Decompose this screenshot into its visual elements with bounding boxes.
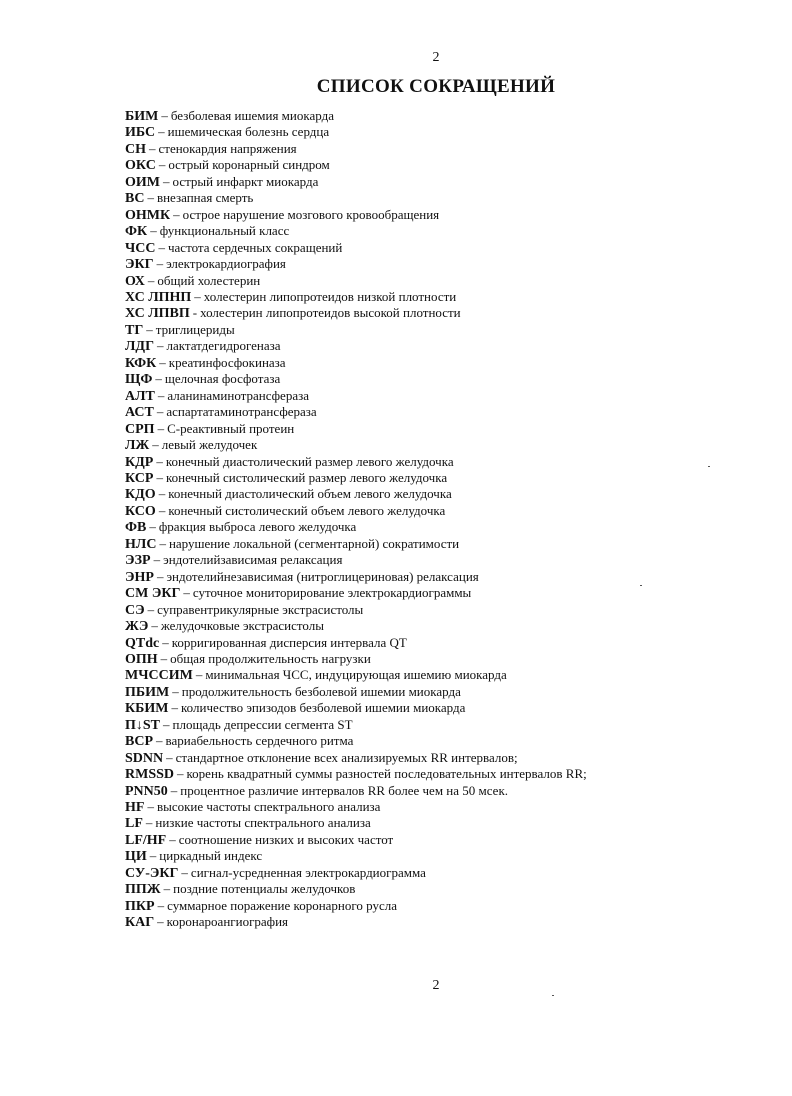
abbreviation-entry [125,700,587,716]
abbreviation-separator: – [157,420,165,436]
abbreviation-term: ЦИ [125,849,147,865]
abbreviation-definition: острое нарушение мозгового кровообращения [182,206,440,222]
abbreviation-definition: функциональный класс [159,223,290,239]
abbreviation-separator: – [155,371,162,387]
abbreviation-entry [125,717,587,733]
abbreviation-entry [125,421,587,437]
abbreviation-separator: – [158,157,166,173]
abbreviation-entry [125,848,587,864]
abbreviation-term: ЧСС [125,240,156,256]
abbreviation-entry [125,240,587,256]
abbreviation-entry [125,815,587,831]
abbreviation-entry [125,273,587,289]
abbreviation-entry [125,733,587,749]
abbreviation-definition: циркадный индекс [159,848,263,864]
abbreviation-term: ХС ЛПНП [125,289,192,305]
abbreviation-definition: продолжительность безболевой ишемии миокарда [181,683,461,699]
abbreviation-term: НЛС [125,536,157,552]
abbreviation-term: ВСР [125,734,153,750]
abbreviation-separator: – [151,618,158,634]
scan-speck [640,585,642,586]
abbreviation-definition: С-реактивный протеин [167,420,295,436]
abbreviation-entry [125,766,587,782]
abbreviation-separator: - [192,305,198,321]
abbreviation-definition: минимальная ЧСС, индуцирующая ишемию миокарда [205,667,507,683]
abbreviation-entry [125,832,587,848]
abbreviation-separator: – [147,799,154,815]
abbreviation-separator: – [153,552,161,568]
abbreviation-separator: – [145,815,153,831]
abbreviation-separator: – [166,749,173,765]
abbreviation-separator: – [162,634,169,650]
page-number-bottom: 2 [432,978,440,993]
abbreviation-term: HF [125,800,145,816]
abbreviation-entry [125,865,587,881]
abbreviation-separator: – [158,124,165,140]
abbreviation-definition: креатинфосфокиназа [168,354,286,370]
abbreviation-definition: конечный диастолический размер левого желудочка [165,453,454,469]
abbreviation-separator: – [194,288,201,304]
abbreviation-definition: корень квадратный суммы разностей последовательных интервалов RR; [186,766,587,782]
abbreviation-separator: – [163,173,170,189]
abbreviation-definition: конечный диастолический объем левого желудочка [168,486,452,502]
abbreviation-definition: сигнал-усредненная электрокардиограмма [190,864,426,880]
abbreviation-entry [125,486,587,502]
abbreviation-entry [125,289,587,305]
abbreviation-separator: – [195,667,203,683]
abbreviation-term: ЛДГ [125,339,154,355]
abbreviation-separator: – [147,272,155,288]
abbreviation-definition: суточное мониторирование электрокардиограммы [192,585,472,601]
abbreviation-separator: – [158,502,166,518]
abbreviation-entry [125,914,587,930]
abbreviation-term: ВС [125,191,145,207]
page-number-top: 2 [432,50,440,65]
abbreviation-definition: площадь депрессии сегмента ST [172,716,353,732]
abbreviation-separator: – [156,568,164,584]
abbreviation-term: СН [125,141,146,157]
abbreviation-entry [125,190,587,206]
abbreviation-term: КАГ [125,915,155,931]
abbreviation-term: ОИМ [125,174,160,190]
abbreviation-term: СМ ЭКГ [125,586,181,602]
abbreviation-term: ЭНР [125,569,154,585]
abbreviation-separator: – [177,766,184,782]
abbreviation-separator: – [170,782,178,798]
abbreviation-definition: безболевая ишемия миокарда [170,108,334,123]
abbreviation-definition: общая продолжительность нагрузки [170,650,371,666]
abbreviation-separator: – [157,914,164,930]
abbreviation-definition: фракция выброса левого желудочка [158,519,357,535]
abbreviation-separator: – [156,404,164,420]
abbreviation-entry [125,799,587,815]
abbreviation-definition: конечный систолический объем левого желудочка [168,502,446,518]
abbreviation-entry [125,174,587,190]
scan-speck [552,995,554,996]
abbreviation-term: АЛТ [125,388,155,404]
abbreviation-term: ЩФ [125,372,153,388]
abbreviation-definition: коронароангиография [166,914,289,930]
abbreviation-entry [125,256,587,272]
abbreviation-definition: низкие частоты спектрального анализа [155,815,371,831]
abbreviation-entry [125,108,587,124]
abbreviation-separator: – [152,437,159,453]
abbreviation-term: КСО [125,503,156,519]
abbreviation-list [125,108,587,931]
abbreviation-entry [125,585,587,601]
abbreviation-definition: ишемическая болезнь сердца [167,124,330,140]
abbreviation-entry [125,470,587,486]
abbreviation-entry [125,750,587,766]
abbreviation-separator: – [149,519,156,535]
abbreviation-definition: стандартное отклонение всех анализируемых RR интервалов; [175,749,518,765]
abbreviation-definition: корригированная дисперсия интервала QT [171,634,407,650]
abbreviation-definition: стенокардия напряжения [158,140,297,156]
abbreviation-separator: – [146,321,153,337]
abbreviation-term: ОКС [125,158,156,174]
abbreviation-entry [125,338,587,354]
abbreviation-term: МЧССИМ [125,668,193,684]
abbreviation-term: СЭ [125,602,145,618]
abbreviation-separator: – [161,108,168,123]
abbreviation-definition: левый желудочек [161,437,258,453]
abbreviation-term: ПБИМ [125,684,170,700]
abbreviation-separator: – [149,140,156,156]
abbreviation-term: КДР [125,454,154,470]
abbreviation-definition: эндотелийнезависимая (нитроглицериновая) релаксация [166,568,479,584]
abbreviation-entry [125,223,587,239]
abbreviation-term: КДО [125,487,156,503]
abbreviation-entry [125,783,587,799]
abbreviation-term: АСТ [125,405,154,421]
abbreviation-term: ОХ [125,273,145,289]
abbreviation-entry [125,684,587,700]
abbreviation-definition: щелочная фосфотаза [164,371,281,387]
abbreviation-definition: внезапная смерть [156,190,254,206]
abbreviation-term: ИБС [125,125,156,141]
abbreviation-entry [125,454,587,470]
abbreviation-term: ППЖ [125,882,161,898]
abbreviation-entry [125,322,587,338]
abbreviation-definition: количество эпизодов безболевой ишемии миокарда [181,700,466,716]
abbreviation-term: PNN50 [125,783,168,799]
abbreviation-term: ПКР [125,898,155,914]
abbreviation-separator: – [183,585,190,601]
abbreviation-entry [125,503,587,519]
abbreviation-separator: – [156,338,164,354]
abbreviation-term: КСР [125,470,154,486]
abbreviation-definition: суправентрикулярные экстрасистолы [157,601,364,617]
abbreviation-entry [125,388,587,404]
abbreviation-definition: аспартатаминотрансфераза [166,404,317,420]
abbreviation-entry [125,404,587,420]
abbreviation-entry [125,124,587,140]
abbreviation-term: БИМ [125,109,159,124]
abbreviation-term: ЖЭ [125,619,149,635]
abbreviation-definition: аланинаминотрансфераза [167,387,310,403]
abbreviation-separator: – [169,831,176,847]
abbreviation-entry [125,602,587,618]
abbreviation-separator: – [163,881,171,897]
abbreviation-entry [125,355,587,371]
abbreviation-separator: – [158,486,166,502]
abbreviation-entry [125,207,587,223]
abbreviation-definition: триглицериды [155,321,235,337]
abbreviation-term: ОНМК [125,207,171,223]
abbreviation-term: СРП [125,421,155,437]
abbreviation-separator: – [158,239,165,255]
abbreviation-definition: эндотелийзависимая релаксация [163,552,343,568]
abbreviation-definition: частота сердечных сокращений [168,239,343,255]
abbreviation-term: ЭКГ [125,257,154,273]
abbreviation-separator: – [163,716,170,732]
abbreviation-term: П↓ST [125,717,161,733]
abbreviation-entry [125,552,587,568]
scan-speck [708,466,710,467]
abbreviation-definition: острый коронарный синдром [168,157,330,173]
abbreviation-entry [125,141,587,157]
abbreviation-entry [125,305,587,321]
page-title: СПИСОК СОКРАЩЕНИЙ [316,76,556,97]
abbreviation-definition: конечный систолический размер левого желудочка [165,469,448,485]
abbreviation-entry [125,157,587,173]
abbreviation-separator: – [147,601,155,617]
abbreviation-separator: – [157,897,165,913]
abbreviation-separator: – [157,387,165,403]
abbreviation-definition: нарушение локальной (сегментарной) сократимости [168,535,460,551]
abbreviation-entry [125,635,587,651]
abbreviation-term: ФВ [125,520,147,536]
abbreviation-definition: суммарное поражение коронарного русла [167,897,397,913]
abbreviation-entry [125,651,587,667]
abbreviation-separator: – [150,223,157,239]
abbreviation-separator: – [159,535,166,551]
abbreviation-separator: – [156,733,163,749]
abbreviation-term: LF [125,816,143,832]
abbreviation-separator: – [159,354,166,370]
abbreviation-term: СУ-ЭКГ [125,865,179,881]
abbreviation-definition: холестерин липопротеидов низкой плотности [203,288,457,304]
abbreviation-definition: высокие частоты спектрального анализа [156,799,381,815]
abbreviation-term: ОПН [125,651,158,667]
abbreviation-definition: желудочковые экстрасистолы [160,618,324,634]
abbreviation-separator: – [171,700,179,716]
abbreviation-separator: – [156,453,163,469]
abbreviation-term: QTdc [125,635,160,651]
abbreviation-definition: лактатдегидрогеназа [166,338,281,354]
abbreviation-separator: – [181,864,188,880]
abbreviation-definition: холестерин липопротеидов высокой плотности [200,305,461,321]
abbreviation-separator: – [160,650,168,666]
abbreviation-separator: – [156,469,163,485]
abbreviation-entry [125,569,587,585]
abbreviation-term: ЛЖ [125,438,150,454]
abbreviation-entry [125,536,587,552]
abbreviation-entry [125,437,587,453]
abbreviation-separator: – [149,848,157,864]
abbreviation-separator: – [147,190,154,206]
abbreviation-entry [125,618,587,634]
abbreviation-term: LF/HF [125,832,167,848]
abbreviation-definition: общий холестерин [157,272,261,288]
abbreviation-term: ХС ЛПВП [125,306,190,322]
abbreviation-term: SDNN [125,750,164,766]
abbreviation-term: ФК [125,224,148,240]
abbreviation-separator: – [156,256,164,272]
abbreviation-definition: процентное различие интервалов RR более чем на 50 мсек. [180,782,509,798]
abbreviation-definition: вариабельность сердечного ритма [165,733,354,749]
abbreviation-definition: поздние потенциалы желудочков [173,881,356,897]
abbreviation-entry [125,371,587,387]
abbreviation-separator: – [173,206,180,222]
abbreviation-definition: острый инфаркт миокарда [172,173,319,189]
abbreviation-term: ТГ [125,322,144,338]
abbreviation-entry [125,898,587,914]
abbreviation-term: ЭЗР [125,553,151,569]
abbreviation-term: RMSSD [125,767,175,783]
abbreviation-definition: электрокардиография [166,256,286,272]
abbreviation-term: КБИМ [125,701,169,717]
abbreviation-definition: соотношение низких и высоких частот [178,831,394,847]
abbreviation-term: КФК [125,355,157,371]
abbreviation-entry [125,881,587,897]
abbreviation-entry [125,519,587,535]
abbreviation-entry [125,667,587,683]
abbreviation-separator: – [172,683,179,699]
